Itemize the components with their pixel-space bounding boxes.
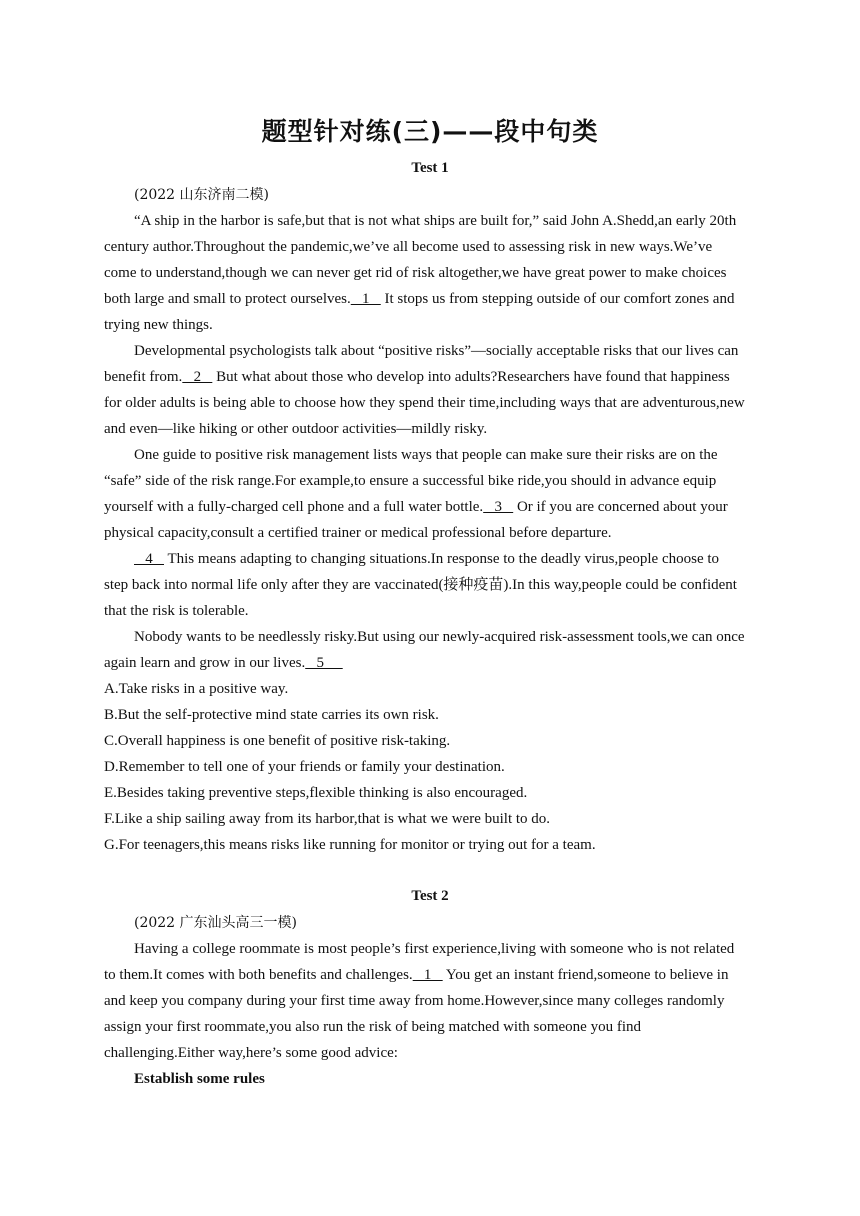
test1-passage: [104, 182, 756, 858]
test1-p2-line1: Developmental psychologists talk about “positive risks”—socially acceptable risks that our lives can: [134, 343, 739, 359]
test1-p1-line2: century author.Throughout the pandemic,we’ve all become used to assessing risk in new ways.We’ve: [104, 239, 713, 255]
test1-p1-line1: “A ship in the harbor is safe,but that is not what ships are built for,” said John A.Shedd,an early 20th: [134, 213, 737, 229]
test1-p3-line2: “safe” side of the risk range.For example,to ensure a successful bike ride,you should in advance equip: [104, 473, 717, 489]
text-segment: You get an instant friend,someone to believe in: [442, 967, 729, 983]
blank-2: 2: [182, 369, 213, 385]
option-b: B.But the self-protective mind state carries its own risk.: [104, 707, 439, 723]
test2-p1-line2: [104, 962, 756, 988]
test2-heading: Test 2: [411, 888, 449, 904]
text-segment: But what about those who develop into adults?Researchers have found that happiness: [212, 369, 730, 385]
test1-p3-line1: One guide to positive risk management lists ways that people can make sure their risks are on the: [134, 447, 718, 463]
test1-p2-line4: and even—like hiking or other outdoor activities—mildly risky.: [104, 421, 488, 437]
test1-p1-line5: trying new things.: [104, 317, 213, 333]
test2-source: (2022 广东汕头高三一模): [134, 915, 298, 931]
test1-p1-line4: [104, 286, 756, 312]
blank-4: 4: [134, 551, 164, 567]
text-segment: both large and small to protect ourselves.: [104, 291, 351, 307]
text-segment: This means adapting to changing situations.In response to the deadly virus,people choose to: [164, 551, 720, 567]
test1-p3-line4: physical capacity,consult a certified trainer or medical professional before departure.: [104, 525, 612, 541]
test1-p4-line2: step back into normal life only after they are vaccinated(接种疫苗).In this way,people could be confident: [104, 577, 737, 593]
test2-p1-line3: and keep you company during your first time away from home.However,since many colleges randomly: [104, 993, 725, 1009]
test1-p4-line3: that the risk is tolerable.: [104, 603, 249, 619]
text-segment: Or if you are concerned about your: [513, 499, 728, 515]
test1-p2-line2: [104, 364, 756, 390]
blank-5: 5: [305, 655, 343, 671]
test1-p3-line3: [104, 494, 756, 520]
test1-p1-line3: come to understand,though we can never get rid of risk altogether,we have great power to make choices: [104, 265, 727, 281]
text-segment: benefit from.: [104, 369, 183, 385]
test2-passage: [104, 910, 756, 1092]
option-d: D.Remember to tell one of your friends or family your destination.: [104, 759, 505, 775]
text-segment: yourself with a fully-charged cell phone and a full water bottle.: [104, 499, 484, 515]
option-f: F.Like a ship sailing away from its harbor,that is what we were built to do.: [104, 811, 551, 827]
blank-1: 1: [350, 291, 381, 307]
text-segment: It stops us from stepping outside of our comfort zones and: [380, 291, 735, 307]
test2-p1-line5: challenging.Either way,here’s some good advice:: [104, 1045, 398, 1061]
section-subheading: Establish some rules: [134, 1071, 265, 1087]
test1-p4-line1: [104, 546, 756, 572]
blank-3: 3: [483, 499, 514, 515]
test1-p2-line3: for older adults is being able to choose how they spend their time,including ways that are adventurous,new: [104, 395, 745, 411]
test1-p5-line1: Nobody wants to be needlessly risky.But using our newly-acquired risk-assessment tools,we can once: [134, 629, 745, 645]
option-g: G.For teenagers,this means risks like running for monitor or trying out for a team.: [104, 837, 596, 853]
test1-p5-line2: [104, 650, 756, 676]
option-a: A.Take risks in a positive way.: [104, 681, 289, 697]
test1-source: (2022 山东济南二模): [134, 187, 270, 203]
test2-p1-line4: assign your first roommate,you also run the risk of being matched with someone you find: [104, 1019, 641, 1035]
option-e: E.Besides taking preventive steps,flexible thinking is also encouraged.: [104, 785, 528, 801]
text-segment: again learn and grow in our lives.: [104, 655, 306, 671]
option-c: C.Overall happiness is one benefit of positive risk-taking.: [104, 733, 451, 749]
text-segment: to them.It comes with both benefits and challenges.: [104, 967, 413, 983]
page-title: 题型针对练(三)——段中句类: [261, 117, 599, 146]
test1-heading: Test 1: [411, 160, 449, 176]
blank-1: 1: [412, 967, 443, 983]
test2-p1-line1: Having a college roommate is most people’s first experience,living with someone who is not related: [134, 941, 735, 957]
